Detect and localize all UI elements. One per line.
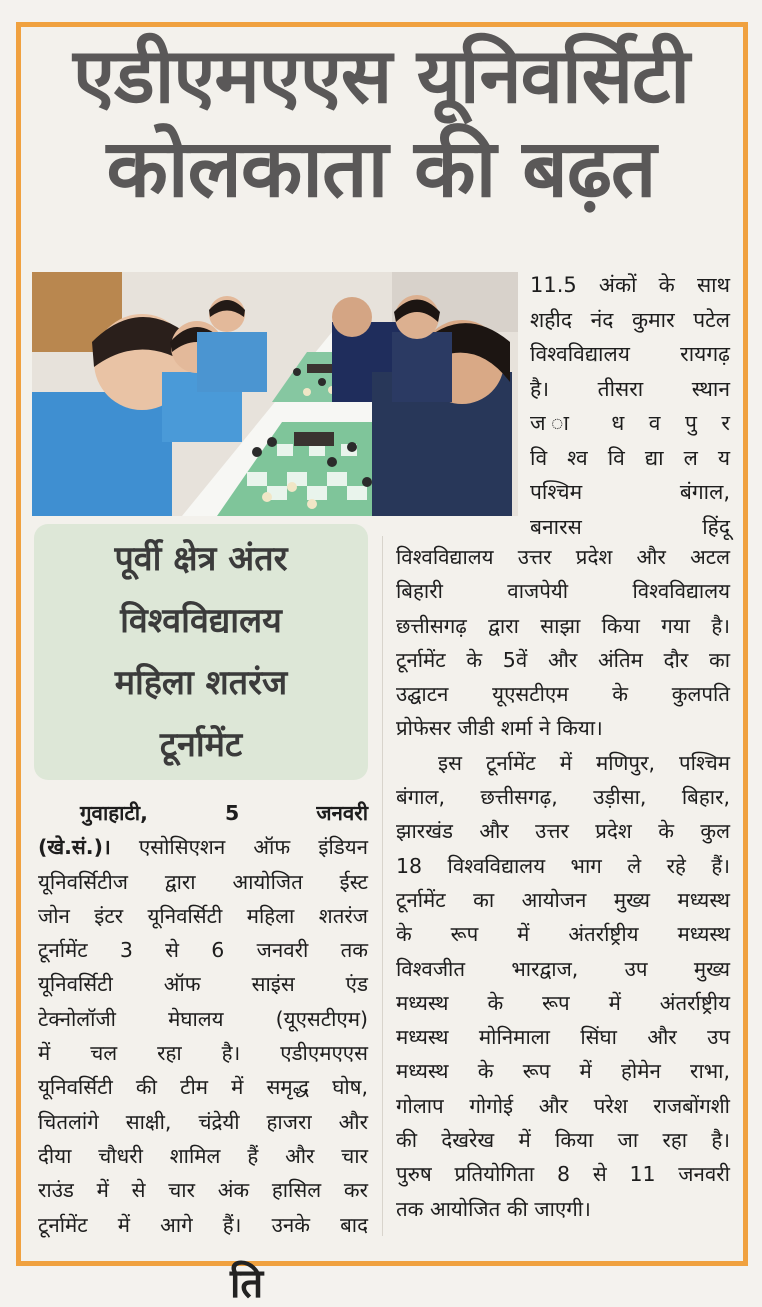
text-line: विश्वविद्यालय उत्तर प्रदेश और अटल (396, 545, 730, 569)
headline-line-1: एडीएमएएस यूनिवर्सिटी (73, 31, 689, 120)
subheading-line: विश्वविद्यालय (120, 601, 282, 641)
subheading-line: महिला शतरंज (114, 663, 288, 703)
text-line: इस टूर्नामेंट में मणिपुर, पश्चिम (438, 750, 730, 775)
text-line: 18 विश्वविद्यालय भाग ले रहे हैं। (396, 853, 730, 878)
text-line: टूर्नामेंट का आयोजन मुख्य मध्यस्थ (396, 887, 730, 912)
text-line: दीया चौधरी शामिल हैं और चार (38, 1143, 368, 1168)
text-line: वि श्व वि द्या ल य (530, 445, 730, 470)
text-line: बनारस हिंदू (530, 514, 730, 539)
subheading-box (34, 524, 368, 780)
text-line: बंगाल, छत्तीसगढ़, उड़ीसा, बिहार, (396, 785, 730, 810)
text-line: है। तीसरा स्थान (530, 376, 730, 401)
column-divider (382, 536, 383, 1236)
dateline: गुवाहाटी, 5 जनवरी (80, 801, 368, 825)
text-line: विश्वजीत भारद्वाज, उप मुख्य (396, 956, 730, 981)
next-article-fragment (230, 1261, 350, 1307)
headline-line-2: कोलकाता की बढ़त (106, 121, 656, 215)
text-line: 11.5 अंकों के साथ (530, 273, 730, 297)
text-line: टूर्नामेंट के 5वें और अंतिम दौर का (396, 647, 730, 672)
text-line: शहीद नंद कुमार पटेल (530, 307, 730, 332)
text-line: झारखंड और उत्तर प्रदेश के कुल (396, 819, 730, 844)
text-line: टेक्नोलॉजी मेघालय (यूएसटीएम) (38, 1006, 368, 1031)
text-line: गोलाप गोगोई और परेश राजबोंगशी (396, 1093, 730, 1118)
right-column (396, 540, 730, 1226)
left-column (38, 796, 368, 1242)
text-line: टूर्नामेंट में आगे हैं। उनके बाद (38, 1212, 368, 1237)
text-fragment: एसोसिएशन ऑफ इंडियन (138, 835, 368, 860)
text-line: पुरुष प्रतियोगिता 8 से 11 जनवरी (396, 1162, 730, 1187)
text-line: राउंड में से चार अंक हासिल कर (38, 1178, 368, 1203)
text-line: में चल रहा है। एडीएमएएस (38, 1041, 368, 1066)
text-line: की देखरेख में किया जा रहा है। (396, 1128, 730, 1153)
text-line: छत्तीसगढ़ द्वारा साझा किया गया है। (396, 613, 730, 638)
text-line: यूनिवर्सिटी की टीम में समृद्ध घोष, (38, 1075, 368, 1100)
text-line: विश्वविद्यालय रायगढ़ (530, 342, 730, 366)
text-line: प्रोफेसर जीडी शर्मा ने किया। (396, 716, 603, 741)
text-line: मध्यस्थ के रूप में अंतर्राष्ट्रीय (396, 990, 730, 1015)
dateline-tail: (खे.सं.)। (38, 835, 111, 860)
subheading-line: पूर्वी क्षेत्र अंतर (114, 539, 288, 579)
text-line: बिहारी वाजपेयी विश्वविद्यालय (396, 579, 730, 604)
text-line: पश्चिम बंगाल, (530, 480, 730, 504)
text-line: टूर्नामेंट 3 से 6 जनवरी तक (38, 938, 368, 963)
chess-tournament-photo (32, 272, 518, 516)
text-line: जोन इंटर यूनिवर्सिटी महिला शतरंज (38, 903, 368, 928)
text-line: उद्घाटन यूएसटीएम के कुलपति (396, 682, 730, 707)
text-line: मध्यस्थ के रूप में होमेन राभा, (396, 1059, 730, 1084)
text-line: के रूप में अंतर्राष्ट्रीय मध्यस्थ (396, 922, 730, 947)
subheading-line: टूर्नामेंट (159, 725, 243, 765)
text-line (38, 830, 368, 864)
fragment-text: ति (230, 1261, 264, 1307)
top-right-column (530, 268, 730, 544)
text-line: ज ा ध व पु र (530, 411, 730, 435)
text-line: यूनिवर्सिटी ऑफ साइंस एंड (38, 972, 368, 997)
text-line: यूनिवर्सिटीज द्वारा आयोजित ईस्ट (38, 869, 368, 894)
text-line: तक आयोजित की जाएगी। (396, 1196, 591, 1221)
text-line: चितलांगे साक्षी, चंद्रेयी हाजरा और (38, 1109, 368, 1134)
headline (26, 31, 736, 215)
text-line: मध्यस्थ मोनिमाला सिंघा और उप (396, 1025, 730, 1050)
